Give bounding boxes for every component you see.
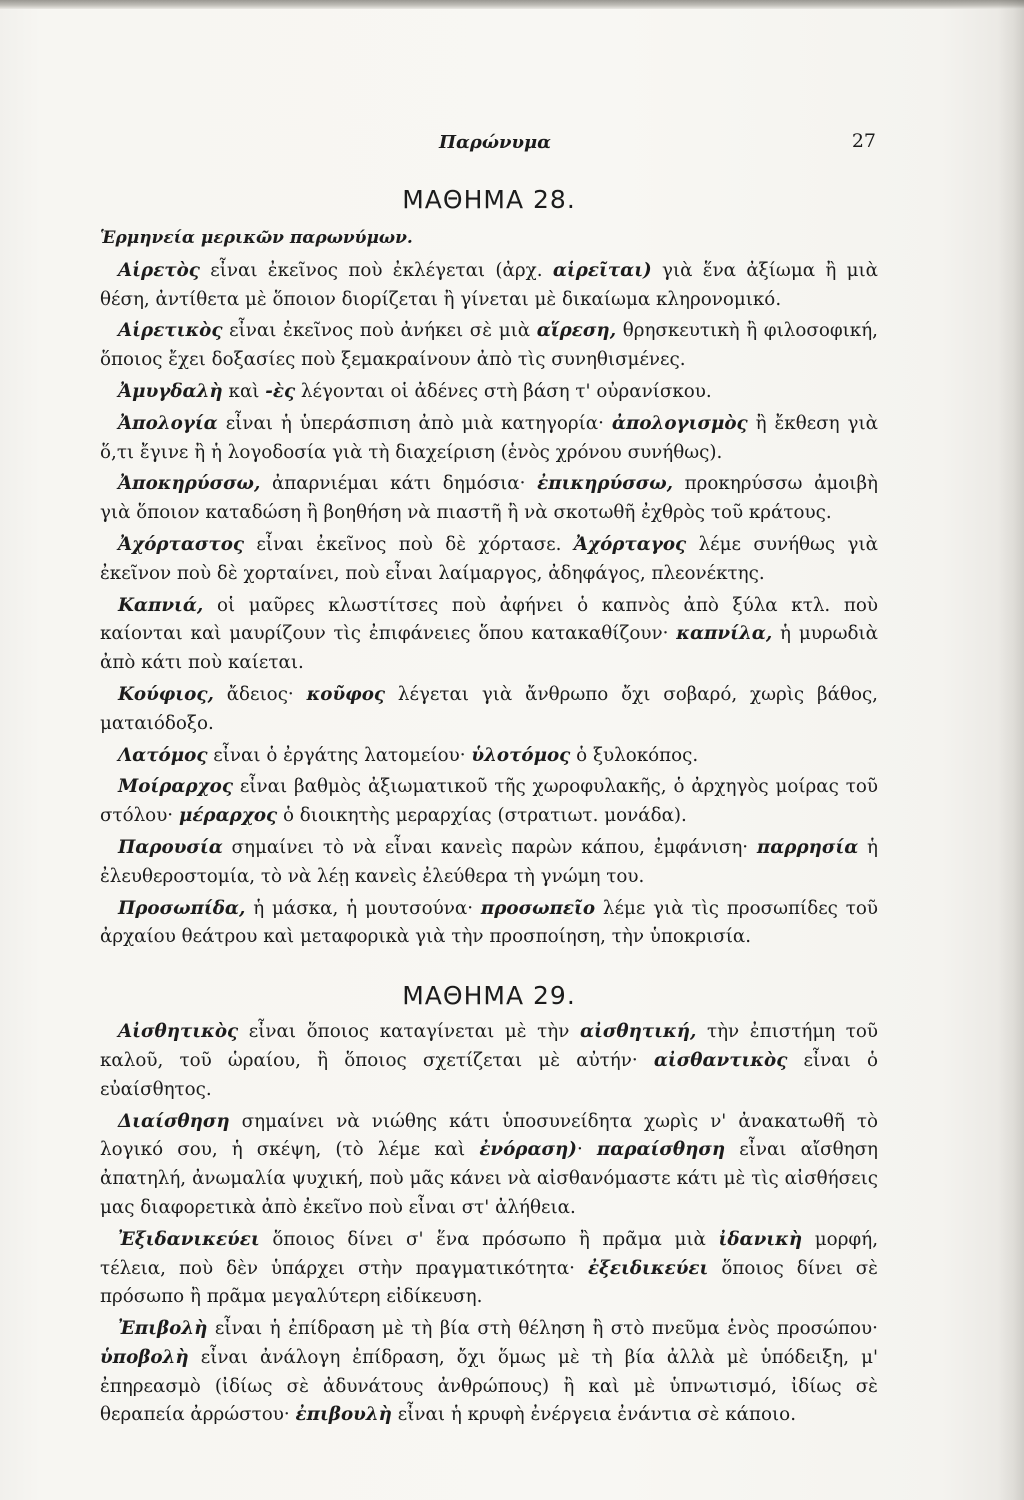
term: Ἀχόρταγος: [573, 533, 687, 555]
entry-exidanikevei: [100, 1226, 878, 1312]
definition-text: ἡ ἐλευθεροστομία, τὸ νὰ λέῃ κανεὶς ἐλεύθερα τὴ γνώμη του.: [100, 836, 878, 887]
scan-top-shadow: [0, 0, 1024, 9]
definition-text: γιὰ ἕνα ἀξίωμα ἢ μιὰ θέση, ἀντίθετα μὲ ὅποιον διορίζεται ἢ γίνεται μὲ δικαίωμα κληρονομικό.: [100, 259, 878, 310]
definition-text: ἡ μυρωδιὰ ἀπὸ κάτι ποὺ καίεται.: [100, 623, 878, 674]
term: Ἀπολογία: [118, 412, 218, 434]
lesson-28-subtitle: Ἑρμηνεία μερικῶν παρωνύμων.: [100, 228, 413, 248]
term: ὑποβολὴ: [100, 1346, 189, 1368]
definition-text: εἶναι ἡ ὑπεράσπιση ἀπὸ μιὰ κατηγορία·: [217, 412, 612, 434]
definition-text: ·: [576, 1139, 597, 1161]
term: ἀπολογισμὸς: [611, 412, 748, 434]
term: Διαίσθηση: [118, 1110, 230, 1132]
definition-text: σημαίνει τὸ νὰ εἶναι κανεὶς παρὼν κάπου, ἐμφάνιση·: [222, 836, 757, 858]
page-header: [100, 128, 876, 158]
page-edge-shadow: [998, 0, 1024, 1500]
entry-apologia: [100, 410, 878, 468]
lesson-28-heading: ΜΑΘΗΜΑ 28.: [402, 185, 576, 214]
entry-prosopida: [100, 895, 878, 953]
entry-latomos: [100, 742, 878, 771]
term: Αἰσθητικὸς: [118, 1021, 239, 1043]
definition-text: προκηρύσσω ἀμοιβὴ γιὰ ὅποιον καταδώση ἢ βοηθήση νὰ πιαστῆ ἢ νὰ σκοτωθῆ ἐχθρὸς τοῦ κράτους.: [100, 473, 879, 524]
definition-text: μορφή, τέλεια, ποὺ δὲν ὑπάρχει στὴν πραγματικότητα·: [100, 1228, 879, 1279]
definition-text: εἶναι ὅποιος καταγίνεται μὲ τὴν: [238, 1021, 580, 1043]
entry-epivoli: [100, 1315, 878, 1430]
term: Λατόμος: [118, 744, 208, 766]
term: μέραρχος: [178, 805, 278, 827]
definition-text: εἶναι ἡ ἐπίδραση μὲ τὴ βία στὴ θέληση ἢ στὸ πνεῦμα ἑνὸς προσώπου·: [207, 1318, 878, 1340]
definition-text: ἄδειος·: [213, 683, 307, 705]
term: Ἀποκηρύσσω,: [118, 473, 261, 495]
entry-amygdali: [100, 378, 878, 407]
term: Προσωπίδα,: [118, 897, 246, 919]
definition-text: εἶναι ὁ εὐαίσθητος.: [100, 1049, 878, 1100]
term: Ἐξιδανικεύει: [118, 1228, 260, 1250]
entry-achortastos: [100, 531, 878, 589]
definition-text: ἀπαρνιέμαι κάτι δημόσια·: [260, 473, 538, 495]
term: αἰσθαντικὸς: [653, 1049, 788, 1071]
term: Κούφιος,: [118, 683, 214, 705]
definition-text: λέγεται γιὰ ἄνθρωπο ὄχι σοβαρό, χωρὶς βάθος, ματαιόδοξο.: [100, 683, 878, 734]
term: αἱρεῖται): [552, 259, 652, 281]
term: ὑλοτόμος: [471, 744, 571, 766]
definition-text: εἶναι ἐκεῖνος ποὺ δὲ χόρτασε.: [244, 533, 574, 555]
definition-text: εἶναι βαθμὸς ἀξιωματικοῦ τῆς χωροφυλακῆς, ὁ ἀρχηγὸς μοίρας τοῦ στόλου·: [100, 776, 878, 827]
definition-text: εἶναι ἐκεῖνος ποὺ ἐκλέγεται (ἀρχ.: [199, 259, 553, 281]
definition-text: καὶ: [222, 380, 266, 402]
entry-moirarchos: [100, 773, 878, 831]
definition-text: ὁ ξυλοκόπος.: [570, 744, 699, 766]
entry-aisthitikos: [100, 1018, 878, 1104]
entry-kapnia: [100, 592, 878, 678]
definition-text: λέμε γιὰ τὶς προσωπίδες τοῦ ἀρχαίου θεάτρου καὶ μεταφορικὰ γιὰ τὴν προσποίηση, τὴν ὑποκρισία.: [100, 897, 878, 948]
definition-text: ὅποιος δίνει σ' ἕνα πρόσωπο ἢ πρᾶμα μιὰ: [259, 1228, 719, 1250]
definition-text: θρησκευτικὴ ἢ φιλοσοφική, ὅποιος ἔχει δοξασίες ποὺ ξεμακραίνουν ἀπὸ τὶς συνηθισμένες.: [100, 320, 878, 371]
term: αἵρεση,: [536, 320, 617, 342]
term: Αἱρετικὸς: [118, 320, 223, 342]
term: Ἀμυγδαλὴ: [118, 380, 223, 402]
entry-parousia: [100, 834, 878, 892]
term: Καπνιά,: [118, 594, 204, 616]
definition-text: τὴν ἐπιστήμη τοῦ καλοῦ, τοῦ ὡραίου, ἢ ὅποιος σχετίζεται μὲ αὐτήν·: [100, 1021, 879, 1071]
definition-text: εἶναι ἡ κρυφὴ ἐνέργεια ἐνάντια σὲ κάποιο.: [391, 1404, 796, 1426]
term: προσωπεῖο: [480, 897, 596, 919]
definition-text: οἱ μαῦρες κλωστίτσες ποὺ ἀφήνει ὁ καπνὸς ἀπὸ ξύλα κτλ. ποὺ καίονται καὶ μαυρίζουν τὶς ἐπιφάνειες ὅπου κατακαθίζουν·: [100, 594, 878, 645]
entry-airetos: [100, 257, 878, 315]
entry-koufios: [100, 681, 878, 739]
definition-text: σημαίνει νὰ νιώθης κάτι ὑποσυνείδητα χωρὶς ν' ἀνακατωθῆ τὸ λογικό σου, ἡ σκέψη, (τὸ λέμε καὶ: [100, 1110, 878, 1161]
page-number: 27: [851, 130, 876, 152]
term: ἐνόραση): [479, 1139, 577, 1161]
definition-text: λέγονται οἱ ἀδένες στὴ βάση τ' οὐρανίσκου.: [295, 380, 712, 402]
term: Ἐπιβολὴ: [118, 1318, 208, 1340]
entry-diaisthisi: [100, 1108, 878, 1223]
term: ἐξειδικεύει: [587, 1257, 709, 1279]
term: ἐπικηρύσσω,: [537, 473, 673, 495]
term: Μοίραρχος: [118, 776, 234, 798]
term: παραίσθηση: [596, 1139, 726, 1161]
term: Παρουσία: [118, 836, 223, 858]
lesson-29-heading: ΜΑΘΗΜΑ 29.: [402, 981, 576, 1011]
term: -ὲς: [265, 380, 296, 402]
definition-text: εἶναι αἴσθηση ἀπατηλή, ἀνωμαλία ψυχική, ποὺ μᾶς κάνει νὰ αἰσθανόμαστε κάτι μὲ τὶς αἰσθήσεις μας διαφορετικὰ ἀπὸ ἐκεῖνο ποὺ εἶναι στ' ἀλήθεια.: [100, 1139, 879, 1218]
term: Αἱρετὸς: [118, 259, 200, 281]
definition-text: ὅποιος δίνει σὲ πρόσωπο ἢ πρᾶμα μεγαλύτερη εἰδίκευση.: [100, 1257, 878, 1308]
entry-apokiryssso: [100, 470, 878, 528]
definition-text: εἶναι ἀνάλογη ἐπίδραση, ὄχι ὅμως μὲ τὴ βία ἀλλὰ μὲ ὑπόδειξη, μ' ἐπηρεασμὸ (ἰδίως σὲ ἀδυνάτους ἀνθρώπους) ἢ καὶ μὲ ὑπνωτισμό, ἰδίως σὲ θεραπεία ἀρρώστου·: [100, 1346, 878, 1426]
entry-airetikos: [100, 317, 878, 375]
term: αἰσθητική,: [579, 1021, 697, 1043]
definition-text: ὁ διοικητὴς μεραρχίας (στρατιωτ. μονάδα).: [277, 805, 687, 827]
term: ἰδανικὴ: [718, 1228, 803, 1250]
definition-text: εἶναι ἐκεῖνος ποὺ ἀνήκει σὲ μιὰ: [222, 320, 537, 342]
term: παρρησία: [756, 836, 859, 858]
running-title: Παρώνυμα: [439, 132, 551, 153]
definition-text: ἢ ἔκθεση γιὰ ὅ,τι ἔγινε ἢ ἡ λογοδοσία γιὰ τὴ διαχείριση (ἑνὸς χρόνου συνήθως).: [100, 412, 878, 463]
term: Ἀχόρταστος: [118, 533, 245, 555]
definition-text: ἡ μάσκα, ἡ μουτσούνα·: [245, 897, 481, 919]
term: κοῦφος: [306, 683, 386, 705]
page-text: [100, 182, 878, 1433]
definition-text: λέμε συνήθως γιὰ ἐκεῖνον ποὺ δὲ χορταίνει, ποὺ εἶναι λαίμαργος, ἀδηφάγος, πλεονέκτης.: [100, 533, 878, 584]
definition-text: εἶναι ὁ ἐργάτης λατομείου·: [207, 744, 472, 766]
term: ἐπιβουλὴ: [295, 1404, 392, 1426]
term: καπνίλα,: [676, 623, 773, 645]
